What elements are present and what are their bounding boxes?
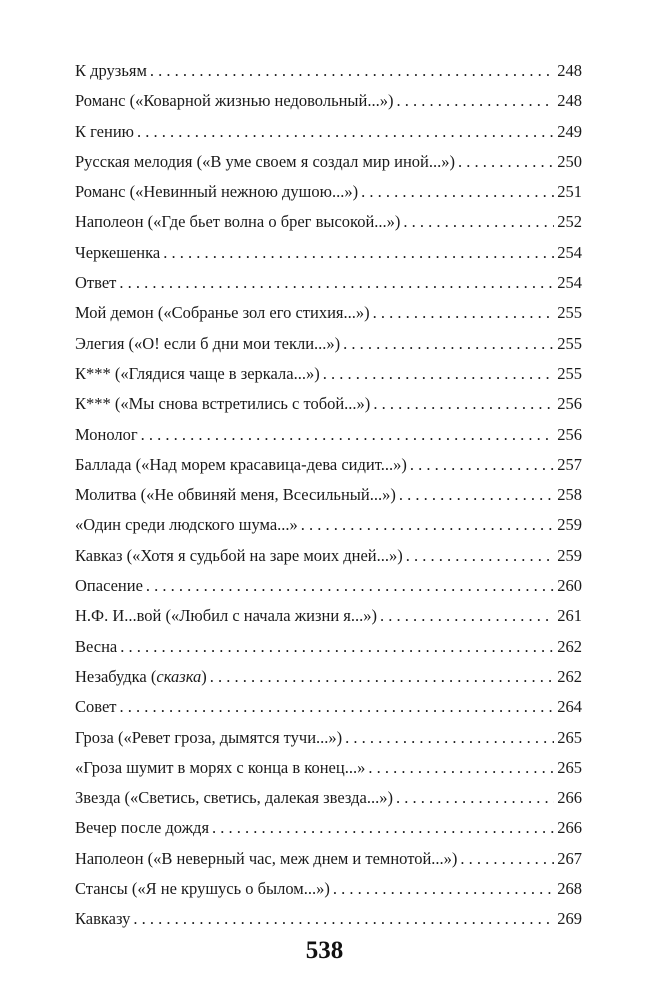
toc-entry-page: 250 (557, 151, 582, 171)
toc-entry-title: Совет (75, 697, 117, 717)
toc-entry (75, 56, 582, 86)
toc-leader-dots (150, 56, 554, 86)
toc-entry-page: 264 (557, 697, 582, 717)
toc-entry-page: 268 (557, 879, 582, 899)
toc-leader-dots (396, 86, 554, 116)
table-of-contents (75, 56, 582, 935)
toc-entry (75, 844, 582, 874)
toc-entry (75, 86, 582, 116)
toc-leader-dots (323, 359, 555, 389)
toc-entry-title: Гроза («Ревет гроза, дымятся тучи...») (75, 727, 343, 747)
toc-leader-dots (120, 632, 554, 662)
toc-entry (75, 117, 582, 147)
toc-entry-page: 265 (557, 727, 582, 747)
toc-entry (75, 389, 582, 419)
toc-entry (75, 450, 582, 480)
toc-entry (75, 783, 582, 813)
toc-entry-title-end: ) (201, 666, 207, 686)
toc-entry (75, 813, 582, 843)
toc-entry-title: К друзьям (75, 61, 147, 80)
toc-entry-title: Н.Ф. И...вой («Любил с начала жизни я...») (75, 606, 377, 626)
toc-entry-page: 262 (557, 666, 582, 686)
toc-entry-title: Опасение (75, 576, 143, 596)
toc-entry-title: К гению (75, 121, 134, 141)
toc-entry (75, 238, 582, 268)
toc-entry-page: 260 (557, 576, 582, 596)
toc-entry (75, 874, 582, 904)
toc-entry (75, 692, 582, 722)
toc-entry (75, 510, 582, 540)
toc-leader-dots (361, 177, 554, 207)
toc-entry (75, 632, 582, 662)
toc-entry (75, 268, 582, 298)
toc-entry (75, 480, 582, 510)
toc-leader-dots (458, 147, 554, 177)
toc-entry (75, 207, 582, 237)
toc-leader-dots (119, 692, 554, 722)
toc-entry-title: Стансы («Я не крушусь о былом...») (75, 879, 330, 899)
toc-entry-title: Элегия («О! если б дни мои текли...») (75, 333, 341, 353)
toc-entry-page: 255 (557, 333, 582, 353)
toc-entry-title: Вечер после дождя (75, 818, 210, 838)
toc-entry-title: Наполеон («В неверный час, меж днем и темнотой...») (75, 848, 458, 868)
toc-leader-dots (163, 238, 554, 268)
toc-entry-page: 254 (557, 273, 582, 293)
toc-leader-dots (380, 601, 554, 631)
toc-leader-dots (373, 389, 554, 419)
toc-leader-dots (141, 420, 555, 450)
toc-leader-dots (212, 813, 554, 843)
toc-entry-title: Монолог (75, 424, 138, 444)
toc-entry-page: 254 (557, 242, 582, 262)
toc-entry-page: 252 (557, 212, 582, 232)
toc-entry (75, 298, 582, 328)
toc-leader-dots (210, 662, 554, 692)
toc-entry-title: К*** («Мы снова встретились с тобой...») (75, 394, 371, 414)
toc-entry (75, 177, 582, 207)
toc-leader-dots (460, 844, 554, 874)
toc-leader-dots (403, 207, 554, 237)
toc-entry-page: 248 (557, 61, 582, 80)
toc-entry-page: 265 (557, 757, 582, 777)
toc-entry-title: Ответ (75, 273, 117, 293)
toc-entry-page: 249 (557, 121, 582, 141)
toc-entry-page: 256 (557, 424, 582, 444)
toc-entry-page: 258 (557, 485, 582, 505)
toc-leader-dots (146, 571, 554, 601)
toc-entry-title: Наполеон («Где бьет волна о брег высокой...») (75, 212, 401, 232)
toc-entry-page: 266 (557, 788, 582, 808)
toc-entry-title: Романс («Невинный нежною душою...») (75, 182, 359, 202)
toc-entry-page: 259 (557, 515, 582, 535)
toc-leader-dots (345, 723, 554, 753)
toc-leader-dots (137, 117, 554, 147)
toc-leader-dots (119, 268, 554, 298)
toc-entry-title: Баллада («Над морем красавица-дева сидит...») (75, 454, 407, 474)
toc-leader-dots (301, 510, 554, 540)
toc-entry-page: 256 (557, 394, 582, 414)
toc-entry-page: 255 (557, 303, 582, 323)
toc-entry-page: 269 (557, 909, 582, 929)
toc-entry (75, 904, 582, 934)
toc-entry (75, 541, 582, 571)
toc-entry (75, 359, 582, 389)
toc-leader-dots (373, 298, 555, 328)
toc-entry-title: «Гроза шумит в морях с конца в конец...» (75, 757, 366, 777)
toc-leader-dots (399, 480, 554, 510)
toc-leader-dots (343, 329, 554, 359)
toc-entry-title (75, 662, 210, 692)
toc-entry-title: Весна (75, 636, 118, 656)
toc-entry-page: 248 (557, 91, 582, 111)
toc-entry-page: 262 (557, 636, 582, 656)
toc-entry-title-italic: сказка (156, 666, 202, 686)
toc-entry-title: Кавказ («Хотя я судьбой на заре моих дней...») (75, 545, 403, 565)
toc-entry (75, 753, 582, 783)
toc-entry (75, 329, 582, 359)
toc-entry-title: Звезда («Светись, светись, далекая звезда...») (75, 788, 393, 808)
toc-entry-title: Мой демон («Собранье зол его стихия...») (75, 303, 370, 323)
toc-entry (75, 147, 582, 177)
toc-entry-title: Молитва («Не обвиняй меня, Всесильный...») (75, 485, 396, 505)
toc-entry-page: 261 (557, 606, 582, 626)
toc-entry (75, 571, 582, 601)
toc-entry-title: Романс («Коварной жизнью недовольный...») (75, 91, 394, 111)
toc-entry-page: 259 (557, 545, 582, 565)
toc-entry-title: Черкешенка (75, 242, 161, 262)
toc-entry (75, 601, 582, 631)
toc-entry-title: Русская мелодия («В уме своем я создал мир иной...») (75, 151, 455, 171)
toc-leader-dots (410, 450, 554, 480)
toc-entry-page: 255 (557, 363, 582, 383)
toc-entry-page: 266 (557, 818, 582, 838)
toc-leader-dots (406, 541, 554, 571)
toc-leader-dots (396, 783, 554, 813)
toc-leader-dots (133, 904, 554, 934)
toc-entry (75, 662, 582, 692)
toc-entry-page: 267 (557, 848, 582, 868)
toc-entry (75, 420, 582, 450)
toc-entry-title: К*** («Глядися чаще в зеркала...») (75, 363, 320, 383)
toc-entry-title: Кавказу (75, 909, 131, 929)
toc-leader-dots (333, 874, 554, 904)
toc-entry (75, 723, 582, 753)
toc-entry-page: 257 (557, 454, 582, 474)
page-number: 538 (305, 937, 344, 964)
toc-entry-title: «Один среди людского шума...» (75, 515, 298, 535)
toc-leader-dots (368, 753, 554, 783)
toc-entry-page: 251 (557, 182, 582, 202)
toc-entry-title-start: Незабудка ( (75, 666, 157, 686)
